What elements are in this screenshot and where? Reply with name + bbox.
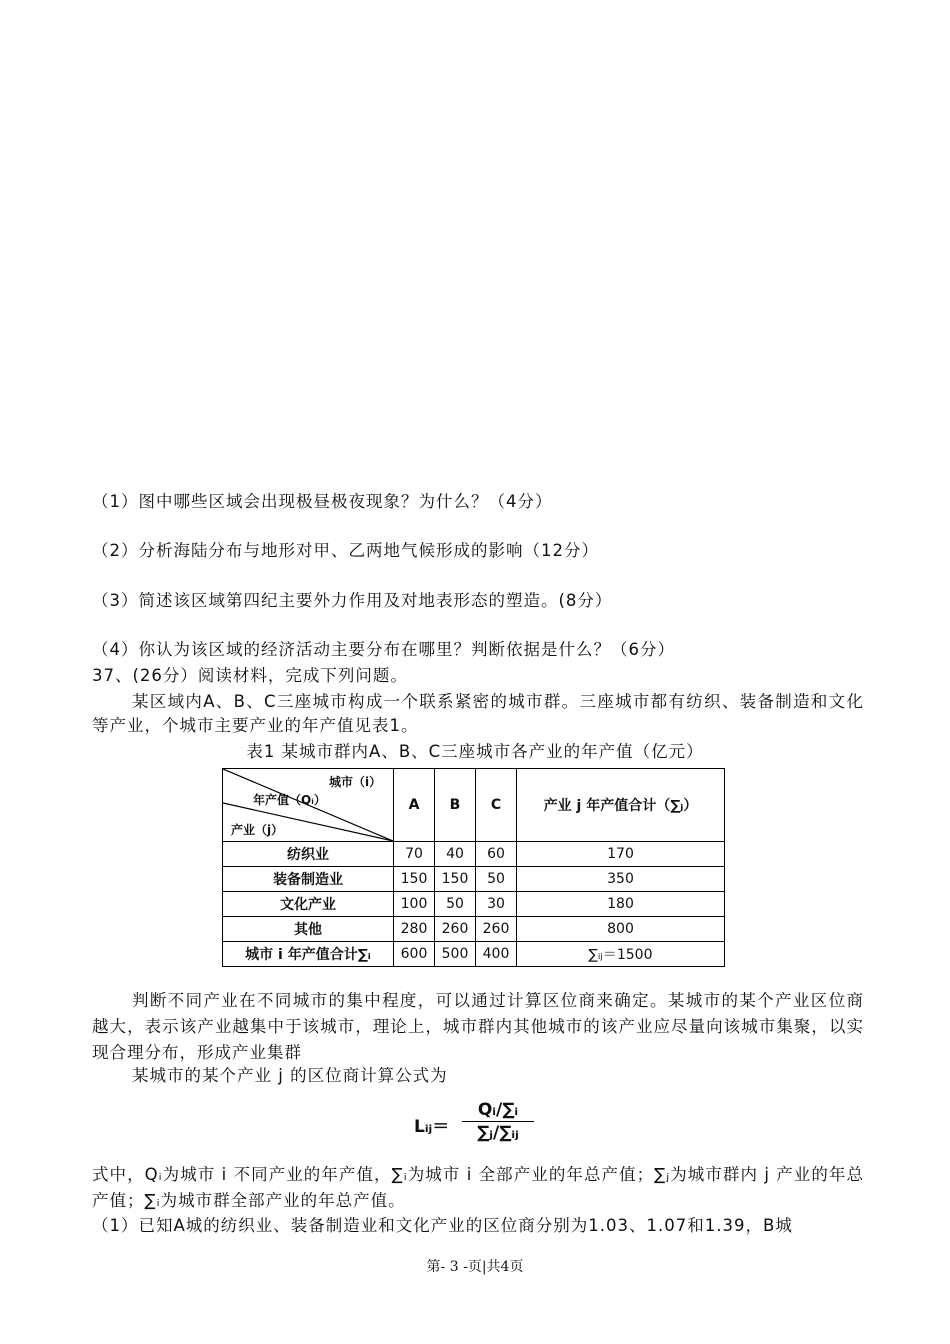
formula-numerator: Qᵢ/∑ᵢ xyxy=(477,1100,519,1120)
cell-value: 500 xyxy=(435,942,476,967)
table-row xyxy=(223,842,725,867)
cell-value: 40 xyxy=(435,842,476,867)
formula-denominator: ∑ⱼ/∑ᵢⱼ xyxy=(477,1123,519,1143)
cell-value: 600 xyxy=(394,942,435,967)
corner-city-label: 城市（i） xyxy=(329,775,382,789)
row-label: 装备制造业 xyxy=(223,867,394,892)
column-header-b: B xyxy=(435,769,476,842)
table-row xyxy=(223,917,725,942)
formula-lhs: Lᵢⱼ＝ xyxy=(414,1117,450,1137)
fraction-bar xyxy=(462,1121,534,1122)
cell-value: 260 xyxy=(476,917,517,942)
question-4: （4）你认为该区域的经济活动主要分布在哪里？判断依据是什么？（6分） xyxy=(92,640,675,659)
material-paragraph-1: 某区域内A、B、C三座城市构成一个联系紧密的城市群。三座城市都有纺织、装备制造和文化等产业，个城市主要产业的年产值见表1。 xyxy=(92,692,864,735)
material-paragraph-4: 式中，Qᵢ为城市 i 不同产业的年产值，∑ᵢ为城市 i 全部产业的年总产值；∑ⱼ为城市群内 j 产业的年总产值；∑ᵢ为城市群全部产业的年总产值。 xyxy=(92,1165,864,1210)
cell-value: 150 xyxy=(394,867,435,892)
cell-value: 100 xyxy=(394,892,435,917)
cell-sum: 180 xyxy=(517,892,725,917)
row-label: 城市 i 年产值合计∑ᵢ xyxy=(223,942,394,967)
row-label: 文化产业 xyxy=(223,892,394,917)
cell-value: 70 xyxy=(394,842,435,867)
corner-value-label: 年产值（Qᵢ） xyxy=(253,793,326,807)
column-header-a: A xyxy=(394,769,435,842)
cell-sum: 170 xyxy=(517,842,725,867)
table-header-row xyxy=(223,769,725,842)
cell-sum: 350 xyxy=(517,867,725,892)
cell-value: 50 xyxy=(476,867,517,892)
sub-question-1: （1）已知A城的纺织业、装备制造业和文化产业的区位商分别为1.03、1.07和1.39，B城 xyxy=(92,1216,793,1235)
question-2: （2）分析海陆分布与地形对甲、乙两地气候形成的影响（12分） xyxy=(92,541,599,560)
cell-value: 50 xyxy=(435,892,476,917)
table-caption: 表1 某城市群内A、B、C三座城市各产业的年产值（亿元） xyxy=(246,742,704,761)
cell-sum: 800 xyxy=(517,917,725,942)
question-37-title: 37、(26分）阅读材料，完成下列问题。 xyxy=(92,666,408,685)
cell-value: 60 xyxy=(476,842,517,867)
cell-value: 150 xyxy=(435,867,476,892)
cell-value: 30 xyxy=(476,892,517,917)
row-label: 纺织业 xyxy=(223,842,394,867)
material-paragraph-2: 判断不同产业在不同城市的集中程度，可以通过计算区位商来确定。某城市的某个产业区位商越大，表示该产业越集中于该城市，理论上，城市群内其他城市的该产业应尽量向该城市集聚，以实现合理分布，形成产业集群 xyxy=(92,991,864,1062)
column-header-sum: 产业 j 年产值合计（∑ⱼ） xyxy=(517,769,725,842)
cell-value: 280 xyxy=(394,917,435,942)
table-row xyxy=(223,892,725,917)
cell-value: 400 xyxy=(476,942,517,967)
row-label: 其他 xyxy=(223,917,394,942)
formula-fraction xyxy=(462,1100,534,1143)
corner-industry-label: 产业（j） xyxy=(231,823,284,837)
material-paragraph-3: 某城市的某个产业 j 的区位商计算公式为 xyxy=(132,1066,448,1085)
table-corner-cell xyxy=(223,769,394,842)
cell-value: 260 xyxy=(435,917,476,942)
cell-sum: ∑ᵢⱼ＝1500 xyxy=(517,942,725,967)
question-3: （3）简述该区域第四纪主要外力作用及对地表形态的塑造。(8分） xyxy=(92,591,613,610)
question-1: （1）图中哪些区域会出现极昼极夜现象？为什么？（4分） xyxy=(92,492,553,511)
column-header-c: C xyxy=(476,769,517,842)
page-footer: 第- 3 -页|共4页 xyxy=(426,1259,524,1275)
production-table xyxy=(222,768,725,967)
table-row xyxy=(223,942,725,967)
table-row xyxy=(223,867,725,892)
